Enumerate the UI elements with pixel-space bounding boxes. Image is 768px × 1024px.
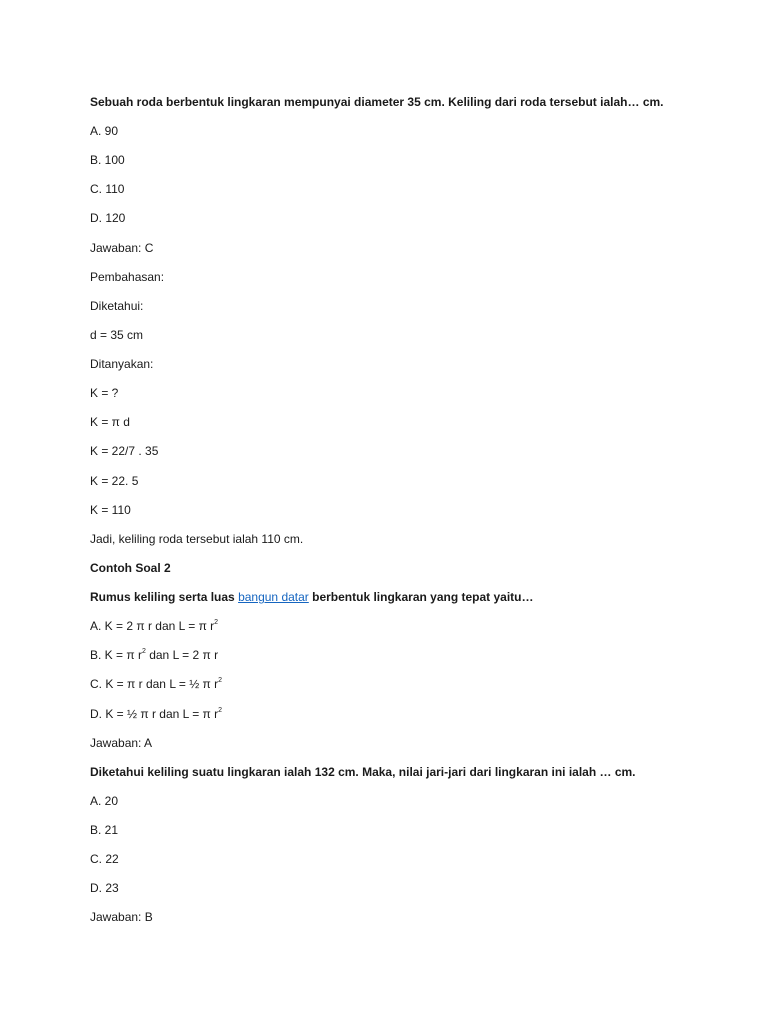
question-3-text: Diketahui keliling suatu lingkaran ialah 132 cm. Maka, nilai jari-jari dari lingkaran ini ialah … cm. (90, 765, 636, 779)
q1-step-simplify: K = 22. 5 (90, 474, 139, 488)
q1-step-substitution: K = 22/7 . 35 (90, 444, 159, 458)
q2-option-c (90, 676, 222, 692)
q1-step-known-label: Diketahui: (90, 299, 144, 313)
q1-step-k-unknown: K = ? (90, 386, 119, 400)
q2-option-c-exponent: 2 (218, 677, 223, 684)
q3-option-a: A. 20 (90, 794, 119, 808)
q2-option-b-text-end: dan L = 2 π r (145, 648, 219, 662)
section-title: Contoh Soal 2 (90, 561, 171, 575)
bangun-datar-link[interactable]: bangun datar (238, 590, 309, 604)
q3-option-d: D. 23 (90, 881, 119, 895)
q1-option-c: C. 110 (90, 182, 125, 196)
q3-option-b: B. 21 (90, 823, 119, 837)
q2-option-d (90, 706, 222, 722)
q1-option-d: D. 120 (90, 211, 126, 225)
q2-question-end: berbentuk lingkaran yang tepat yaitu… (308, 590, 534, 604)
question-1-text: Sebuah roda berbentuk lingkaran mempunyai diameter 35 cm. Keliling dari roda tersebut ialah… cm. (90, 95, 664, 109)
q1-step-result: K = 110 (90, 503, 131, 517)
q1-discussion-label: Pembahasan: (90, 270, 165, 284)
q2-option-a-text: A. K = 2 π r dan L = π r (90, 619, 215, 633)
q1-step-diameter: d = 35 cm (90, 328, 144, 342)
q1-conclusion: Jadi, keliling roda tersebut ialah 110 cm. (90, 532, 304, 546)
q1-answer: Jawaban: C (90, 241, 154, 255)
q3-answer: Jawaban: B (90, 910, 153, 924)
q2-option-d-text: D. K = ½ π r dan L = π r (90, 707, 219, 721)
q1-step-formula: K = π d (90, 415, 130, 429)
q2-option-d-exponent: 2 (218, 707, 223, 714)
q2-option-a (90, 618, 218, 634)
q2-option-b (90, 647, 218, 663)
q1-step-asked-label: Ditanyakan: (90, 357, 154, 371)
q2-option-a-exponent: 2 (214, 619, 219, 626)
q2-option-c-text: C. K = π r dan L = ½ π r (90, 677, 219, 691)
q2-option-b-text: B. K = π r (90, 648, 142, 662)
q2-option-b-exponent: 2 (141, 648, 146, 655)
q2-question-start: Rumus keliling serta luas (90, 590, 239, 604)
q2-answer: Jawaban: A (90, 736, 153, 750)
question-2-text (90, 589, 534, 605)
q3-option-c: C. 22 (90, 852, 119, 866)
q1-option-b: B. 100 (90, 153, 125, 167)
q1-option-a: A. 90 (90, 124, 119, 138)
